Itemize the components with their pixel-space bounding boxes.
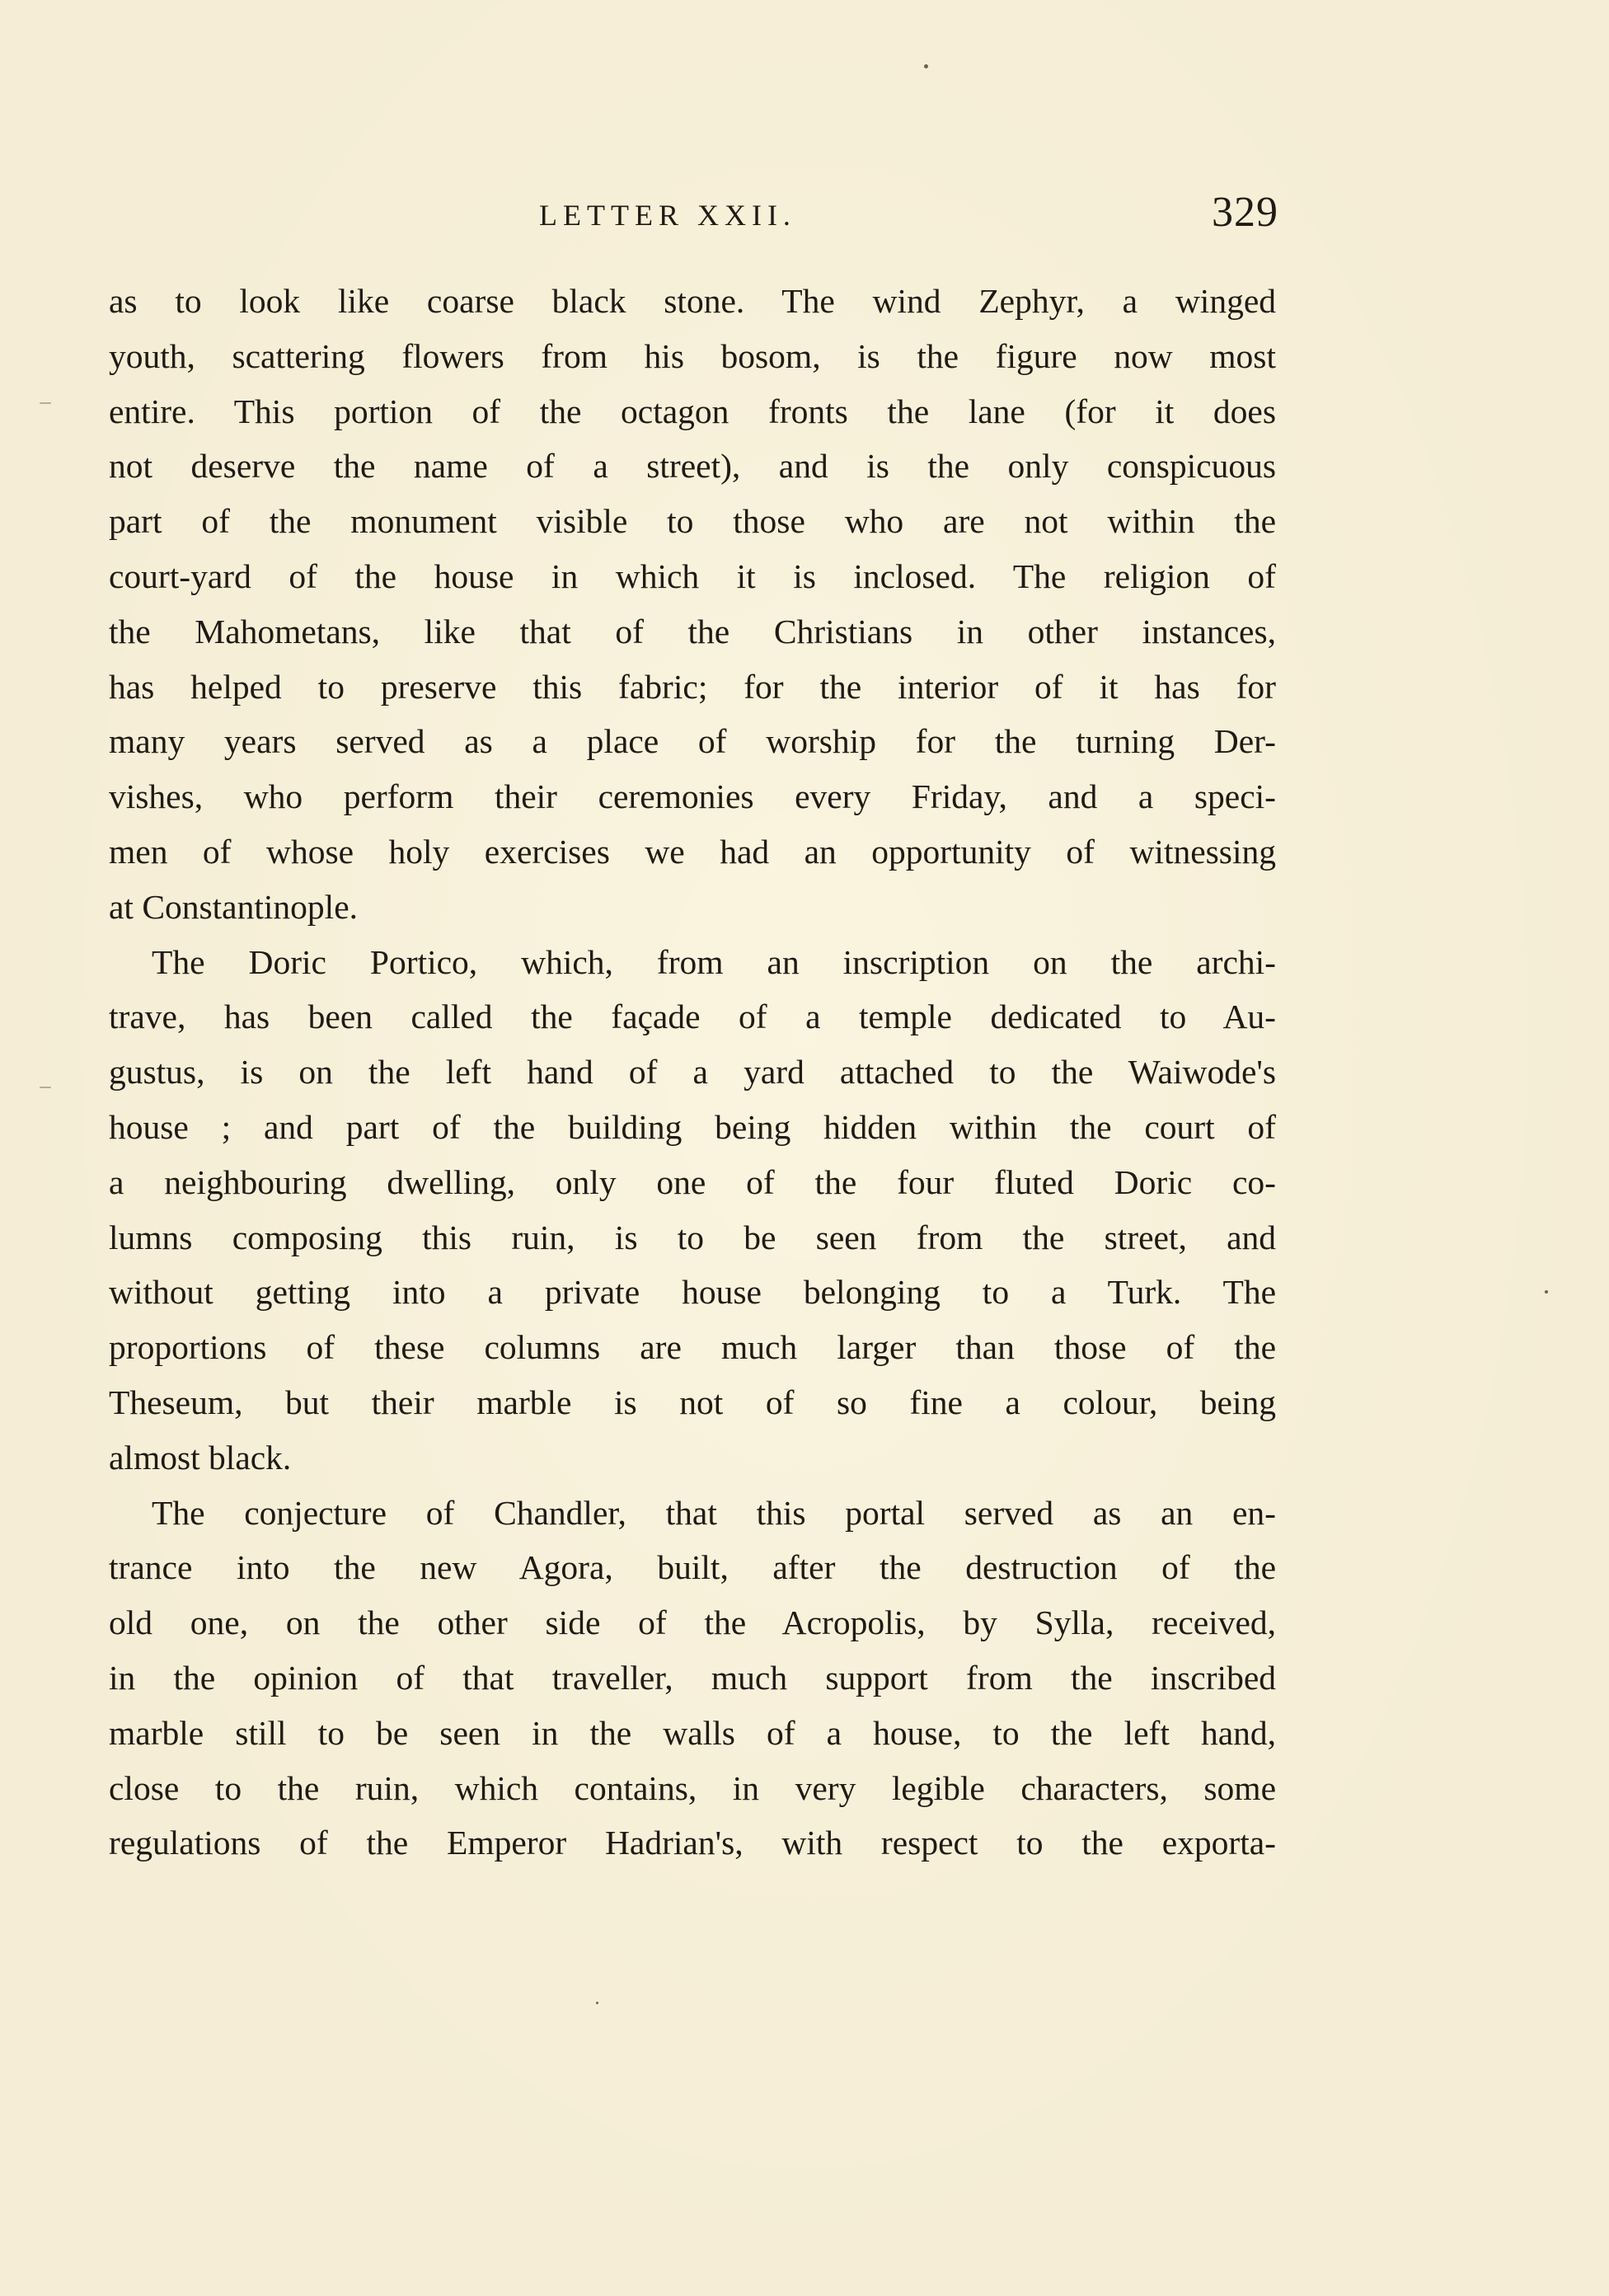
text-line: old one, on the other side of the Acropolis, by Sylla, received, xyxy=(109,1603,1276,1642)
text-line: trave, has been called the façade of a temple dedicated to Au- xyxy=(109,998,1276,1036)
text-line: regulations of the Emperor Hadrian's, with respect to the exporta- xyxy=(109,1824,1276,1862)
text-line: the Mahometans, like that of the Christians in other instances, xyxy=(109,612,1276,650)
text-line: The conjecture of Chandler, that this portal served as an en- xyxy=(152,1493,1276,1532)
text-line: Theseum, but their marble is not of so fine a colour, being xyxy=(109,1383,1276,1421)
text-line: lumns composing this ruin, is to be seen from the street, and xyxy=(109,1218,1276,1256)
text-line: gustus, is on the left hand of a yard attached to the Waiwode's xyxy=(109,1053,1276,1092)
text-body xyxy=(109,274,1276,1871)
page-header xyxy=(0,188,1609,246)
paragraph-2 xyxy=(109,935,1276,1486)
text-line: house ; and part of the building being hidden within the court of xyxy=(109,1107,1276,1146)
paper-speck xyxy=(596,2002,598,2004)
text-line: entire. This portion of the octagon fronts the lane (for it does xyxy=(109,392,1276,430)
paragraph-3 xyxy=(109,1486,1276,1871)
text-line: The Doric Portico, which, from an inscription on the archi- xyxy=(152,942,1276,981)
text-line: many years served as a place of worship for the turning Der- xyxy=(109,722,1276,761)
text-line: almost black. xyxy=(109,1438,292,1477)
text-line: men of whose holy exercises we had an opportunity of witnessing xyxy=(109,832,1276,871)
text-line: not deserve the name of a street), and is the only conspicuous xyxy=(109,447,1276,486)
text-line: in the opinion of that traveller, much support from the inscribed xyxy=(109,1658,1276,1697)
running-head: LETTER XXII. xyxy=(539,199,796,232)
text-line: a neighbouring dwelling, only one of the four fluted Doric co- xyxy=(109,1162,1276,1201)
page-number: 329 xyxy=(1212,189,1278,236)
text-line: vishes, who perform their ceremonies every Friday, and a speci- xyxy=(109,777,1276,816)
text-line: close to the ruin, which contains, in very legible characters, some xyxy=(109,1768,1276,1807)
text-line: part of the monument visible to those who are not within the xyxy=(109,502,1276,541)
paper-speck xyxy=(40,1087,51,1088)
text-line: trance into the new Agora, built, after the destruction of the xyxy=(109,1548,1276,1587)
paper-speck xyxy=(1545,1290,1548,1294)
text-line: as to look like coarse black stone. The wind Zephyr, a winged xyxy=(109,282,1276,320)
text-line: proportions of these columns are much larger than those of the xyxy=(109,1328,1276,1367)
paragraph-1 xyxy=(109,274,1276,935)
text-line: youth, scattering flowers from his bosom, is the figure now most xyxy=(109,336,1276,375)
text-line: without getting into a private house belonging to a Turk. The xyxy=(109,1273,1276,1312)
paper-speck xyxy=(40,402,51,404)
text-line: at Constantinople. xyxy=(109,887,358,926)
text-line: marble still to be seen in the walls of a house, to the left hand, xyxy=(109,1713,1276,1752)
paper-speck xyxy=(924,64,928,68)
text-line: court-yard of the house in which it is inclosed. The religion of xyxy=(109,556,1276,595)
text-line: has helped to preserve this fabric; for the interior of it has for xyxy=(109,667,1276,706)
